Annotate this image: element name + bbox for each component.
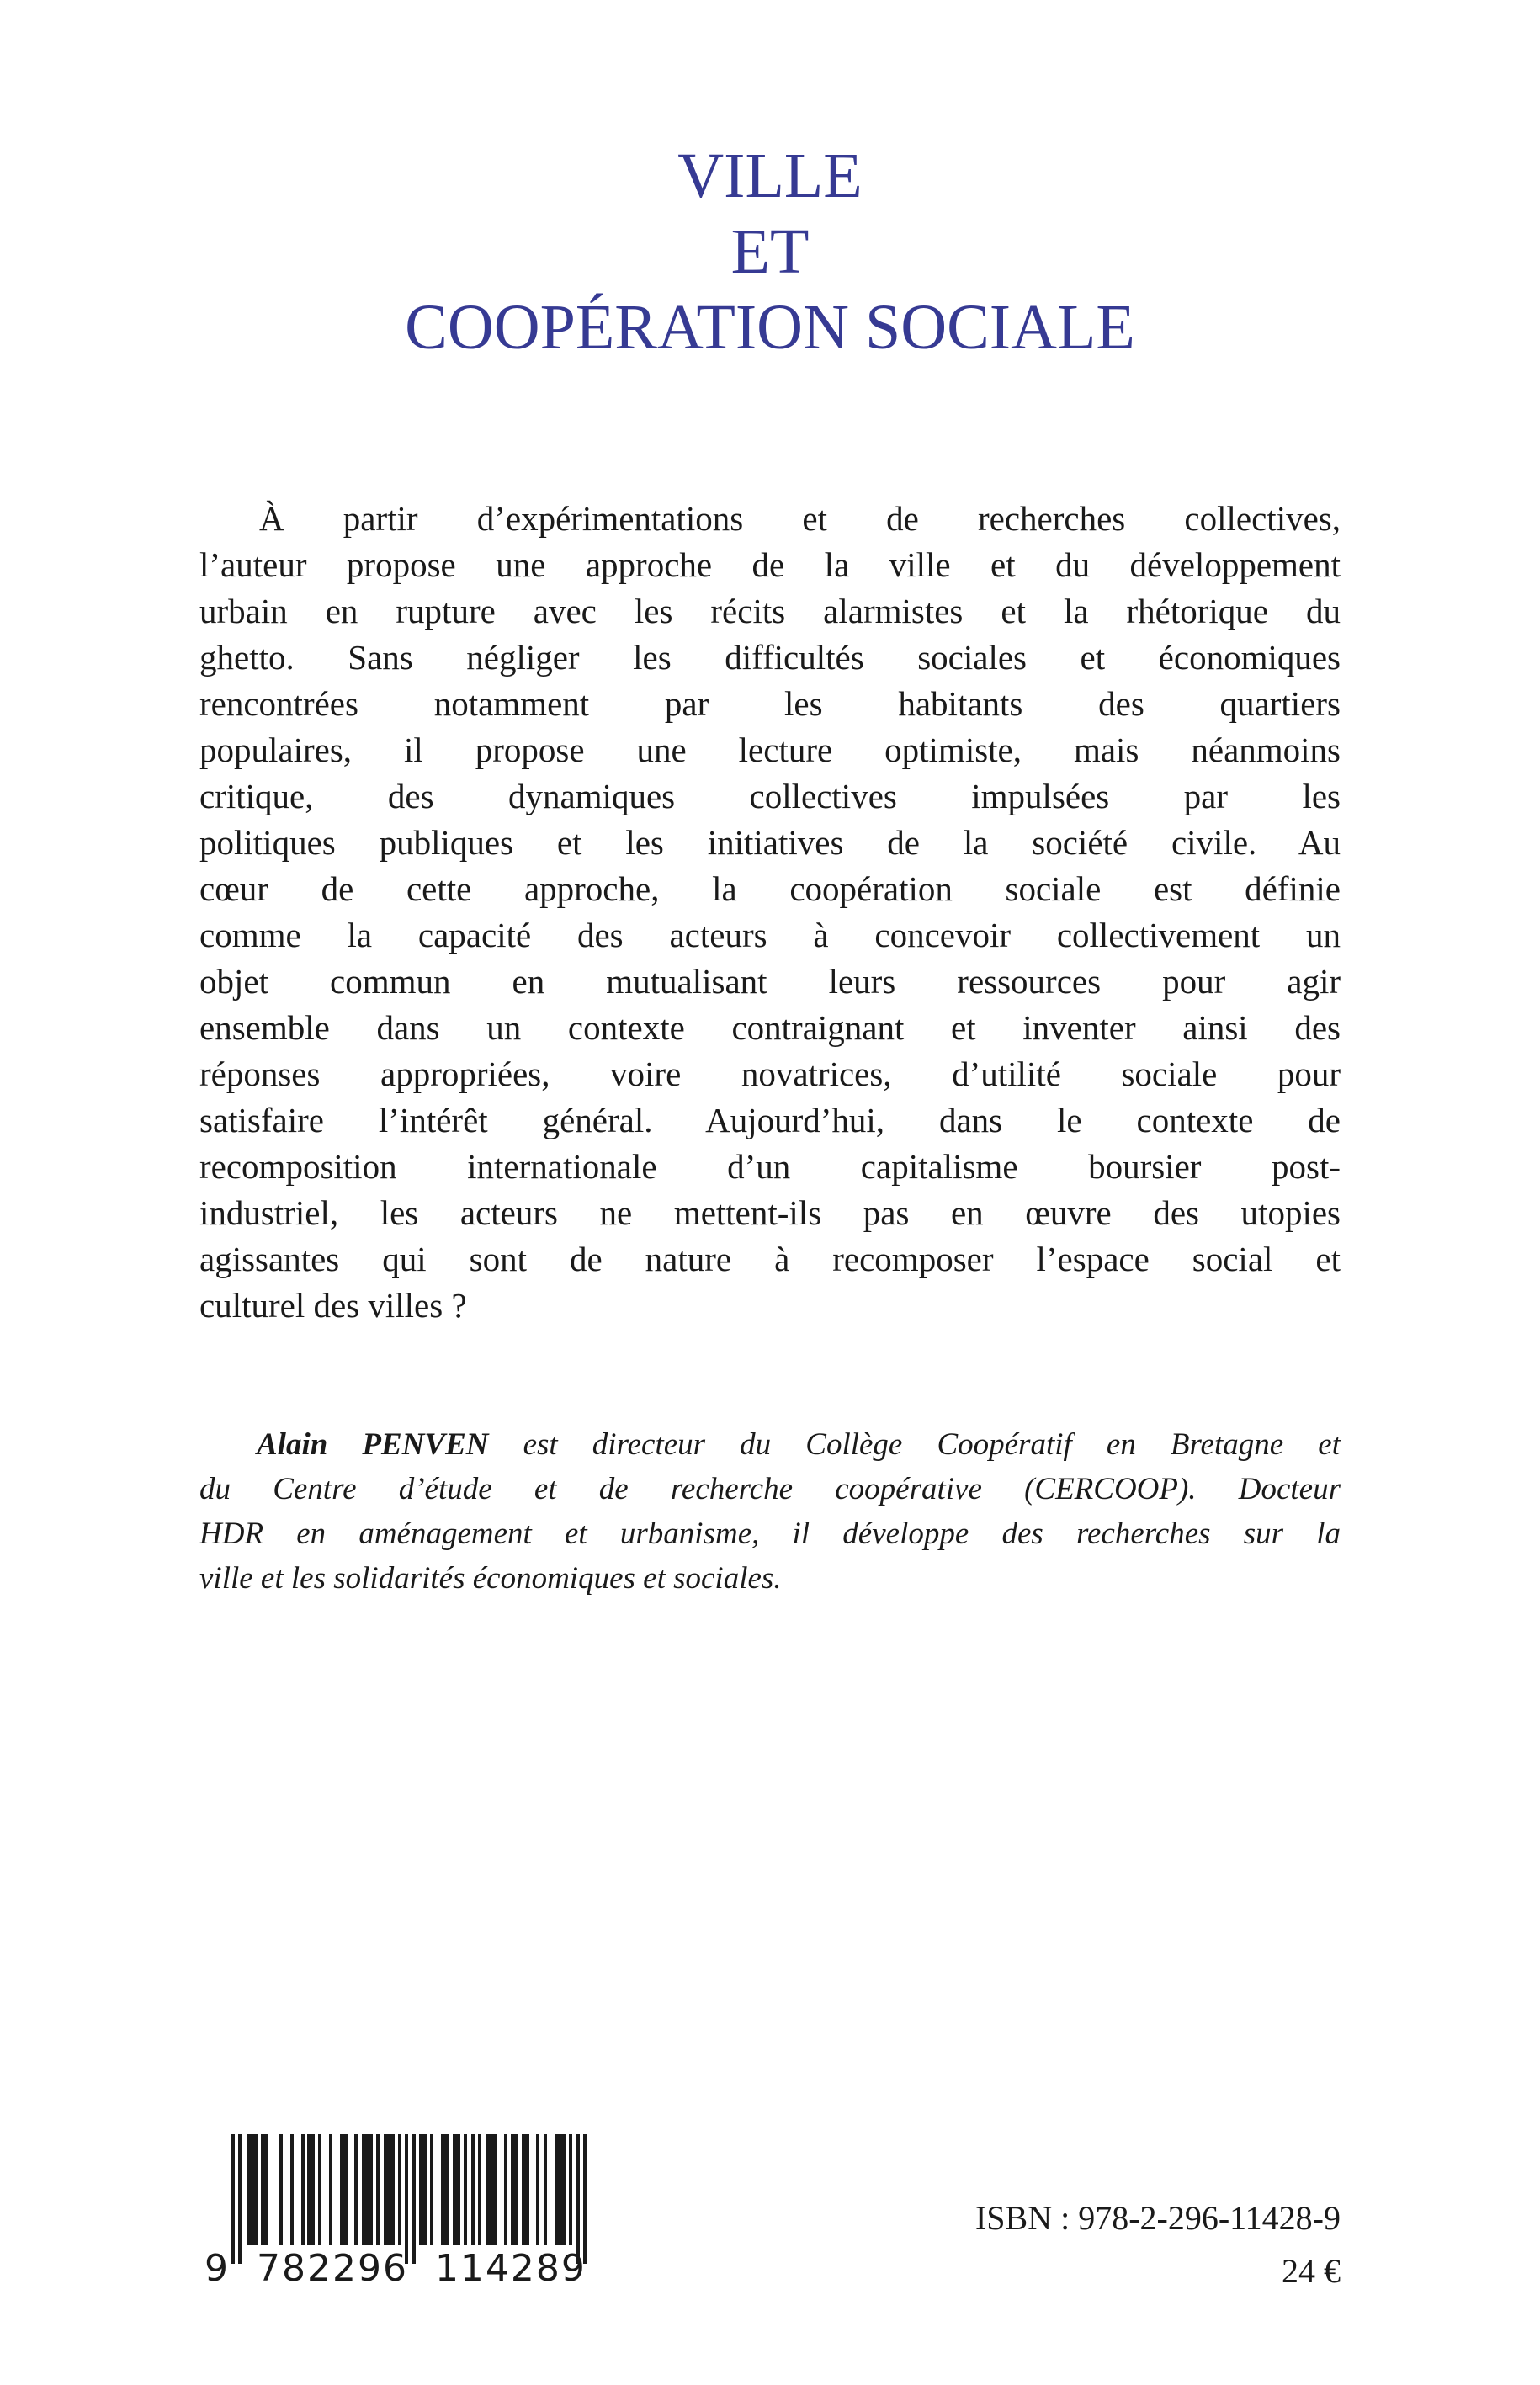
summary-paragraph	[199, 496, 1341, 1329]
summary-line: comme la capacité des acteurs à concevoir collectivement un	[199, 916, 1341, 954]
summary-line: objet commun en mutualisant leurs ressources pour agir	[199, 962, 1341, 1001]
summary-line: urbain en rupture avec les récits alarmistes et la rhétorique du	[199, 592, 1341, 630]
barcode-number	[204, 2249, 587, 2289]
summary-line: l’auteur propose une approche de la ville et du développement	[199, 545, 1341, 584]
bio-line: HDR en aménagement et urbanisme, il développe des recherches sur la	[199, 1517, 1341, 1551]
summary-line: politiques publiques et les initiatives de la société civile. Au	[199, 823, 1341, 862]
summary-line: ensemble dans un contexte contraignant et inventer ainsi des	[199, 1008, 1341, 1047]
summary-line: cœur de cette approche, la coopération sociale est définie	[199, 869, 1341, 908]
barcode-digit-first: 9	[204, 2247, 230, 2290]
barcode-digits-left: 782296	[256, 2247, 408, 2290]
price-label: 24 €	[1282, 2252, 1341, 2290]
summary-line: rencontrées notamment par les habitants des quartiers	[199, 684, 1341, 723]
summary-line: populaires, il propose une lecture optimiste, mais néanmoins	[199, 730, 1341, 769]
summary-line: agissantes qui sont de nature à recomposer l’espace social et	[199, 1240, 1341, 1278]
author-name: Alain PENVEN	[257, 1427, 489, 1462]
bio-line: du Centre d’étude et de recherche coopérative (CERCOOP). Docteur	[199, 1472, 1341, 1506]
barcode-digits-right: 114289	[434, 2247, 587, 2290]
title-line-1: VILLE	[677, 141, 863, 211]
title-line-3: COOPÉRATION SOCIALE	[405, 292, 1135, 363]
summary-line: ghetto. Sans négliger les difficultés sociales et économiques	[199, 638, 1341, 677]
title-line-2: ET	[730, 216, 810, 287]
summary-line: critique, des dynamiques collectives impulsées par les	[199, 777, 1341, 815]
summary-line: industriel, les acteurs ne mettent-ils pas en œuvre des utopies	[199, 1193, 1341, 1232]
summary-line: satisfaire l’intérêt général. Aujourd’hui, dans le contexte de	[199, 1101, 1341, 1139]
summary-line: À partir d’expérimentations et de recherches collectives,	[259, 499, 1341, 538]
bio-line: ville et les solidarités économiques et sociales.	[199, 1561, 782, 1596]
isbn-label: ISBN : 978-2-296-11428-9	[974, 2199, 1341, 2237]
book-title	[0, 138, 1540, 365]
bio-line-text: est directeur du Collège Coopératif en Bretagne et	[488, 1427, 1341, 1462]
summary-line: réponses appropriées, voire novatrices, d’utilité sociale pour	[199, 1054, 1341, 1093]
author-bio	[199, 1422, 1341, 1601]
summary-line: recomposition internationale d’un capitalisme boursier post-	[199, 1147, 1341, 1186]
bio-line	[199, 1422, 1341, 1467]
summary-line: culturel des villes ?	[199, 1286, 467, 1325]
